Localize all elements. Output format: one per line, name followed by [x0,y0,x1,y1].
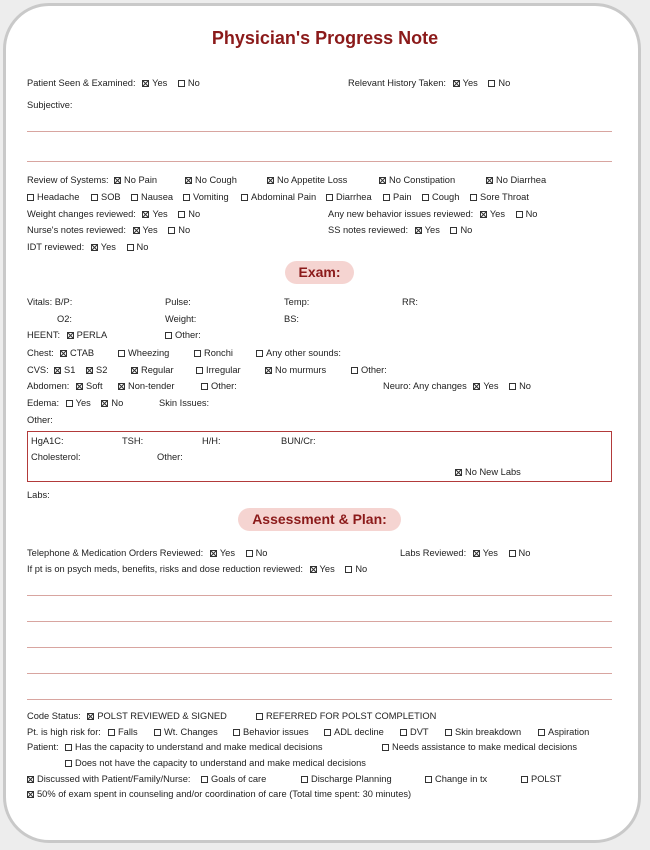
option-label: No murmurs [275,365,327,375]
change-in-tx-checkbox[interactable] [425,776,432,783]
weight-changes-row [27,209,200,220]
abdomen-soft[interactable] [76,381,103,392]
option-label: Other: [211,381,237,391]
non-tender-checkbox[interactable] [118,383,125,390]
discussed-discharge[interactable] [301,774,392,785]
counseling-checkbox[interactable] [27,791,34,798]
ros-pain-checkbox[interactable] [383,194,390,201]
abdomen-nontender[interactable] [118,381,175,392]
no-label: No [525,209,538,219]
risk-adl[interactable] [324,727,384,738]
plan-line-1[interactable] [27,595,612,596]
no-label: No [519,381,531,391]
ros-sob[interactable] [91,192,121,203]
cvs-s1[interactable] [54,365,75,376]
history-taken-no-checkbox[interactable] [488,80,495,87]
ros-no-diarrhea[interactable] [486,175,546,186]
behavior-issues-checkbox[interactable] [233,729,240,736]
option-label: Soft [86,381,103,391]
referred-polst-checkbox[interactable] [256,713,263,720]
abdomen-other-checkbox[interactable] [201,383,208,390]
idt-yes-checkbox[interactable] [91,244,98,251]
risk-wt-changes[interactable] [154,727,218,738]
aspiration-checkbox[interactable] [538,729,545,736]
ros-pain[interactable] [383,192,412,203]
heent-label: HEENT: [27,330,61,340]
edema-yes-checkbox[interactable] [66,400,73,407]
plan-line-5[interactable] [27,699,612,700]
chest-wheezing[interactable] [118,348,169,359]
cvs-no-murmurs[interactable] [265,365,326,376]
history-taken-yes-checkbox[interactable] [453,80,460,87]
option-label: Sore Throat [480,192,529,202]
yes-label: Yes [152,78,168,88]
yes-label: Yes [489,209,505,219]
wheezing-checkbox[interactable] [118,350,125,357]
ros-no-pain-checkbox[interactable] [114,177,121,184]
ros-headache-checkbox[interactable] [27,194,34,201]
option-label: Any other sounds: [266,348,341,358]
option-label: S1 [64,365,76,375]
phone-orders-yes-checkbox[interactable] [210,550,217,557]
yes-label: Yes [152,209,168,219]
option-label: POLST [531,774,562,784]
heent-row [27,330,107,341]
yes-label: Yes [483,381,499,391]
labs-box [27,431,612,482]
ros-sore-throat[interactable] [470,192,529,203]
weight-label: Weight: [165,314,197,324]
no-label: No [255,548,268,558]
neuro-yes-checkbox[interactable] [473,383,480,390]
ss-notes-row [328,225,472,236]
edema-label: Edema: [27,398,60,408]
psych-label: If pt is on psych meds, benefits, risks and dose reduction reviewed: [27,564,303,574]
ros-no-diarrhea-checkbox[interactable] [486,177,493,184]
cvs-s2[interactable] [86,365,107,376]
option-label: Ronchi [204,348,233,358]
assessment-plan-heading: Assessment & Plan: [238,508,401,531]
ros-diarrhea[interactable] [326,192,372,203]
option-label: Other: [361,365,387,375]
psych-row [27,564,367,575]
option-label: Falls [118,727,138,737]
capacity-has[interactable] [65,742,323,753]
bun-cr-label: BUN/Cr: [281,436,316,446]
option-label: No Pain [124,175,158,185]
edema-row [27,398,123,409]
option-label: Aspiration [548,727,590,737]
chest-ronchi[interactable] [194,348,233,359]
abdomen-label: Abdomen: [27,381,70,391]
has-capacity-checkbox[interactable] [65,744,72,751]
phone-orders-row [27,548,267,559]
ronchi-checkbox[interactable] [194,350,201,357]
ros-no-cough-checkbox[interactable] [185,177,192,184]
no-label: No [136,242,149,252]
option-label: No Constipation [389,175,456,185]
behavior-issues-yes-checkbox[interactable] [480,211,487,218]
no-label: No [498,78,511,88]
risk-falls[interactable] [108,727,138,738]
discussed-goals[interactable] [201,774,266,785]
behavior-issues-no-checkbox[interactable] [516,211,523,218]
no-label: No [187,78,200,88]
perla-label: PERLA [76,330,108,340]
idt-row [27,242,148,253]
labs-reviewed-yes-checkbox[interactable] [473,550,480,557]
labs-reviewed-row [400,548,530,559]
ros-nausea-checkbox[interactable] [131,194,138,201]
chest-other[interactable] [256,348,341,359]
option-label: Headache [37,192,80,202]
counseling-row [27,789,411,800]
option-label: Needs assistance to make medical decisions [392,742,577,752]
dvt-checkbox[interactable] [400,729,407,736]
idt-no-checkbox[interactable] [127,244,134,251]
ros-sore-throat-checkbox[interactable] [470,194,477,201]
neuro-label: Neuro: Any changes [383,381,467,391]
plan-line-2[interactable] [27,621,612,622]
psych-yes-checkbox[interactable] [310,566,317,573]
no-murmurs-checkbox[interactable] [265,367,272,374]
subjective-label: Subjective: [27,100,73,110]
o2-label: O2: [57,314,72,324]
option-label: Has the capacity to understand and make medical decisions [75,742,323,752]
ros-no-appetite-loss[interactable] [267,175,347,186]
no-capacity-checkbox[interactable] [65,760,72,767]
chest-ctab[interactable] [60,348,94,359]
ros-cough[interactable] [422,192,459,203]
discharge-planning-checkbox[interactable] [301,776,308,783]
option-label: Non-tender [128,381,175,391]
discussed-checkbox[interactable] [27,776,34,783]
labs-label: Labs: [27,490,50,500]
nurse-notes-label: Nurse's notes reviewed: [27,225,126,235]
yes-label: Yes [482,548,498,558]
phone-orders-label: Telephone & Medication Orders Reviewed: [27,548,204,558]
idt-label: IDT reviewed: [27,242,85,252]
patient-seen-no-checkbox[interactable] [178,80,185,87]
cvs-other-checkbox[interactable] [351,367,358,374]
code-status-row [27,711,227,722]
skin-issues-label: Skin Issues: [159,398,210,408]
temp-label: Temp: [284,297,310,307]
option-label: S2 [96,365,108,375]
option-label: Regular [141,365,174,375]
ros-no-cough[interactable] [185,175,237,186]
skin-breakdown-checkbox[interactable] [445,729,452,736]
risk-dvt[interactable] [400,727,429,738]
option-label: Pain [393,192,412,202]
no-new-labs-checkbox[interactable] [455,469,462,476]
psych-no-checkbox[interactable] [345,566,352,573]
option-label: Cough [432,192,460,202]
yes-label: Yes [100,242,116,252]
no-label: No [178,225,191,235]
discussed-row [27,774,190,785]
labs-reviewed-no-checkbox[interactable] [509,550,516,557]
no-new-labs[interactable] [455,467,521,478]
option-label: Abdominal Pain [251,192,317,202]
no-label: No [188,209,201,219]
option-label: No New Labs [465,467,521,477]
pulse-label: Pulse: [165,297,191,307]
ros-no-constipation[interactable] [379,175,455,186]
capacity-needs[interactable] [382,742,577,753]
regular-checkbox[interactable] [131,367,138,374]
risk-skin[interactable] [445,727,521,738]
risk-label: Pt. is high risk for: [27,727,101,737]
ros-abdominal-pain-checkbox[interactable] [241,194,248,201]
soft-checkbox[interactable] [76,383,83,390]
weight-changes-yes-checkbox[interactable] [142,211,149,218]
discussed-label: Discussed with Patient/Family/Nurse: [37,774,191,784]
s1-checkbox[interactable] [54,367,61,374]
ros-no-constipation-checkbox[interactable] [379,177,386,184]
option-label: No Diarrhea [496,175,547,185]
neuro-no-checkbox[interactable] [509,383,516,390]
option-label: DVT [410,727,429,737]
option-label: Irregular [206,365,241,375]
discussed-change[interactable] [425,774,487,785]
ros-label: Review of Systems: [27,175,109,185]
referred-polst-label: REFERRED FOR POLST COMPLETION [266,711,437,721]
cvs-irregular[interactable] [196,365,241,376]
subjective-line-1[interactable] [27,131,612,132]
option-label: Change in tx [435,774,488,784]
cvs-label: CVS: [27,365,49,375]
other-sounds-checkbox[interactable] [256,350,263,357]
yes-label: Yes [75,398,91,408]
polst-checkbox[interactable] [521,776,528,783]
ros-cough-checkbox[interactable] [422,194,429,201]
cholesterol-label: Cholesterol: [31,452,81,462]
patient-label: Patient: [27,742,59,752]
risk-aspiration[interactable] [538,727,589,738]
ss-notes-label: SS notes reviewed: [328,225,409,235]
cvs-other[interactable] [351,365,387,376]
discussed-polst[interactable] [521,774,561,785]
phone-orders-no-checkbox[interactable] [246,550,253,557]
ros-sob-checkbox[interactable] [91,194,98,201]
ss-notes-yes-checkbox[interactable] [415,227,422,234]
ros-abdominal-pain[interactable] [241,192,316,203]
plan-line-3[interactable] [27,647,612,648]
option-label: Does not have the capacity to understand and make medical decisions [75,758,366,768]
option-label: Goals of care [211,774,267,784]
capacity-not[interactable] [65,758,366,769]
counseling-label: 50% of exam spent in counseling and/or coordination of care (Total time spent: 30 minutes) [37,789,412,799]
patient-seen-yes-checkbox[interactable] [142,80,149,87]
falls-checkbox[interactable] [108,729,115,736]
irregular-checkbox[interactable] [196,367,203,374]
page-title: Physician's Progress Note [211,28,439,48]
adl-decline-checkbox[interactable] [324,729,331,736]
yes-label: Yes [219,548,235,558]
chest-label: Chest: [27,348,54,358]
hga1c-label: HgA1C: [31,436,64,446]
wt-changes-checkbox[interactable] [154,729,161,736]
ctab-checkbox[interactable] [60,350,67,357]
ros-vomiting-checkbox[interactable] [183,194,190,201]
option-label: Nausea [141,192,174,202]
no-label: No [355,564,368,574]
hh-label: H/H: [202,436,221,446]
risk-behavior[interactable] [233,727,309,738]
referred-polst[interactable] [256,711,436,722]
cvs-regular[interactable] [131,365,174,376]
option-label: CTAB [70,348,95,358]
yes-label: Yes [424,225,440,235]
labs-reviewed-label: Labs Reviewed: [400,548,467,558]
weight-changes-label: Weight changes reviewed: [27,209,136,219]
patient-seen-label: Patient Seen & Examined: [27,78,136,88]
yes-label: Yes [462,78,478,88]
labs-other-label: Other: [157,452,183,462]
plan-line-4[interactable] [27,673,612,674]
ros-no-pain[interactable] [114,175,157,186]
ros-vomiting[interactable] [183,192,229,203]
perla-checkbox[interactable] [67,332,74,339]
option-label: ADL decline [334,727,384,737]
behavior-issues-label: Any new behavior issues reviewed: [328,209,474,219]
option-label: No Appetite Loss [277,175,348,185]
option-label: No Cough [195,175,237,185]
no-label: No [518,548,531,558]
option-label: Discharge Planning [311,774,392,784]
history-taken-row [348,78,510,89]
option-label: Skin breakdown [455,727,522,737]
option-label: Wt. Changes [164,727,218,737]
yes-label: Yes [319,564,335,574]
abdomen-other[interactable] [201,381,237,392]
vitals-bp-label: Vitals: B/P: [27,297,73,307]
exam-heading: Exam: [285,261,354,284]
nurse-notes-row [27,225,190,236]
code-status-label: Code Status: [27,711,81,721]
other-label: Other: [27,415,53,425]
ros-no-appetite-loss-checkbox[interactable] [267,177,274,184]
option-label: SOB [101,192,121,202]
heent-other-checkbox[interactable] [165,332,172,339]
weight-changes-no-checkbox[interactable] [178,211,185,218]
option-label: Vomiting [193,192,229,202]
ss-notes-no-checkbox[interactable] [450,227,457,234]
ros-nausea[interactable] [131,192,173,203]
polst-reviewed-checkbox[interactable] [87,713,94,720]
history-taken-label: Relevant History Taken: [348,78,447,88]
option-label: Diarrhea [336,192,372,202]
patient-seen-row [27,78,200,89]
bs-label: BS: [284,314,299,324]
other-label: Other: [175,330,201,340]
rr-label: RR: [402,297,419,307]
heent-other[interactable] [165,330,201,341]
no-label: No [460,225,473,235]
s2-checkbox[interactable] [86,367,93,374]
ros-headache[interactable] [27,192,79,203]
yes-label: Yes [142,225,158,235]
ros-diarrhea-checkbox[interactable] [326,194,333,201]
nurse-notes-no-checkbox[interactable] [168,227,175,234]
goals-of-care-checkbox[interactable] [201,776,208,783]
edema-no-checkbox[interactable] [101,400,108,407]
nurse-notes-yes-checkbox[interactable] [133,227,140,234]
behavior-issues-row [328,209,537,220]
option-label: Wheezing [128,348,170,358]
neuro-row [383,381,531,392]
polst-reviewed-label: POLST REVIEWED & SIGNED [97,711,227,721]
needs-assistance-checkbox[interactable] [382,744,389,751]
subjective-line-2[interactable] [27,161,612,162]
tsh-label: TSH: [122,436,144,446]
no-label: No [111,398,124,408]
option-label: Behavior issues [243,727,309,737]
